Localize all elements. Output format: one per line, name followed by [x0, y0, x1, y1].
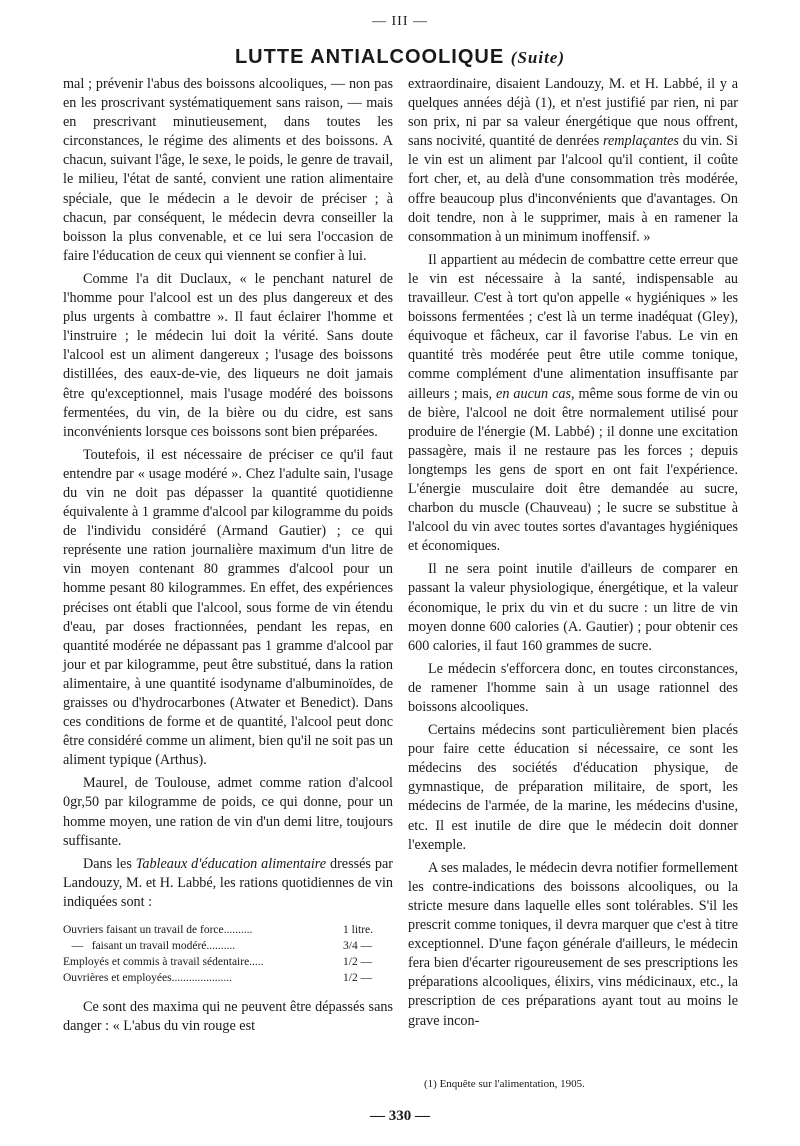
paragraph: mal ; prévenir l'abus des boissons alcooliques, — non pas en les proscrivant systématiquement sans raison, — mais en prescrivant minutieusement, dans toutes les circonstances, le régime des aliments et des boissons. A chacun, suivant l'âge, le sexe, le poids, le genre de travail, le milieu, l'état de santé, convient une ration alimentaire spéciale, que le médecin a le devoir de préciser ; à chacun, par conséquent, le médecin devra conseiller la boisson la plus convenable, et ce lui sera l'occasion de faire l'éducation de ceux qui viennent se confier à lui.	[63, 76, 393, 264]
ration-amount: 1/2 —	[343, 972, 373, 985]
paragraph: Le médecin s'efforcera donc, en toutes circonstances, de ramener l'homme sain à un usage rationnel des boissons alcooliques.	[408, 660, 738, 715]
ration-label: — faisant un travail modéré..........	[63, 940, 236, 953]
left-column	[63, 75, 393, 1040]
paragraph	[408, 251, 738, 557]
ration-row	[63, 938, 393, 954]
paragraph: Ce sont des maxima qui ne peuvent être dépassés sans danger : « L'abus du vin rouge est	[63, 999, 393, 1035]
ration-table	[63, 922, 393, 986]
ration-row	[63, 954, 393, 970]
paragraph: Il ne sera point inutile d'ailleurs de comparer en passant la valeur physiologique, énergétique, et la valeur économique, le prix du vin et du sucre : un litre de vin moyen donne 600 calories (A. Gautier) ; pour obtenir ces 600 calories, il faut 160 grammes de sucre.	[408, 561, 738, 654]
paragraph	[63, 855, 393, 912]
paragraph: A ses malades, le médecin devra notifier formellement les contre-indications des boissons alcooliques, ou la stricte mesure dans laquelle elles sont tolérables. S'il les prescrit comme toniques, il devra marquer que c'est à titre exceptionnel. D'une façon générale d'ailleurs, le médecin fera bien d'écarter rigoureusement de ses prescriptions les préparations alcooliques, élixirs, vins médicinaux, etc., la prescription de ces préparations ayant tout au moins le grave incon-	[408, 859, 738, 1029]
paragraph-text: du vin. Si le vin est un aliment par l'alcool qu'il contient, il coûte fort cher, et, au delà d'une consommation très modérée, offre beaucoup plus d'inconvénients que d'avantages. On doit tendre, non à le supprimer, mais à en ramener la consommation à un minimum inoffensif. »	[408, 133, 738, 245]
paragraph-text: , même sous forme de vin ou de bière, l'alcool ne doit être normalement utilisé pour produire de l'énergie (M. Labbé) ; il donne une excitation passagère, mais il ne restaure pas les forces ; depuis longtemps les gens de sport en ont fait l'expérience. L'énergie musculaire doit être demandée au sucre, charbon du muscle (Chauveau) ; le sucre se substitue à l'alcool du vin avec toutes sortes d'avantages hygiéniques et économiques.	[408, 385, 738, 555]
ration-row	[63, 970, 393, 986]
page-title-suite: (Suite)	[510, 48, 566, 67]
paragraph: Comme l'a dit Duclaux, « le penchant naturel de l'homme pour l'alcool est un des plus dangereux et des plus urgents à combattre ». Il faut éclairer l'homme et l'instruire ; le médecin lui doit la vérité. Sans doute l'alcool est un aliment dangereux ; l'usage des boissons distillées, des eaux-de-vie, des liqueurs ne doit jamais être qu'exceptionnel, mais l'usage modéré des boissons fermentées, du vin, de la bière ou du cidre, est sans inconvénients lorsque ces boissons sont bien préparées.	[63, 270, 393, 440]
paragraph-text: Dans les	[83, 855, 136, 872]
page-number: — 330 —	[370, 1108, 430, 1124]
ration-amount: 1 litre.	[343, 924, 374, 937]
paragraph	[408, 75, 738, 247]
paragraph-text: Il appartient au médecin de combattre cette erreur que le vin est nécessaire à la santé, indispensable au travailleur. C'est à tort qu'on appelle « hygiéniques » les boissons fermentées ; c'est là un terme inadéquat (Gley), équivoque et fâcheux, car il favorise l'abus. Le vin en quantité très modérée peut être utile comme tonique, comme complément d'une alimentation insuffisante par ailleurs ; mais,	[408, 251, 738, 402]
ration-label: Ouvriers faisant un travail de force..........	[63, 924, 253, 937]
ration-amount: 1/2 —	[343, 956, 373, 969]
top-folio: — III —	[372, 14, 428, 29]
footnote: (1) Enquête sur l'alimentation, 1905.	[424, 1078, 585, 1090]
ration-row	[63, 922, 393, 938]
page-title	[0, 46, 800, 69]
ration-amount: 3/4 —	[343, 940, 373, 953]
paragraph-text: extraordinaire, disaient Landouzy, M. et H. Labbé, il y a quelques années déjà (1), et n'est justifié par rien, ni par son prix, ni par sa valeur énergétique que nous offrent, sans nocivité, quantité de denrées	[408, 76, 738, 150]
paragraph: Maurel, de Toulouse, admet comme ration d'alcool 0gr,50 par kilogramme de poids, ce qui donne, pour un homme moyen, une ration de vin d'un demi litre, toujours suffisante.	[63, 775, 393, 849]
emphasis-text: remplaçantes	[603, 133, 679, 150]
emphasis-text: Tableaux d'éducation alimentaire	[135, 855, 327, 872]
ration-label: Employés et commis à travail sédentaire.....	[63, 956, 264, 969]
paragraph: Toutefois, il est nécessaire de préciser ce qu'il faut entendre par « usage modéré ». Chez l'adulte sain, l'usage du vin ne doit pas dépasser la quantité quotidienne équivalente à 1 gramme d'alcool par kilogramme du poids de l'individu considéré (Armand Gautier) ; ce qui représente une ration journalière maximum d'un litre de vin moyen contenant 80 grammes d'alcool pour un homme pesant 80 kilogrammes. En effet, des expériences précises ont établi que l'alcool, sous forme de vin étendu d'eau, par doses fractionnées, pendant les repas, en quantité modérée ne dépassant pas 1 gramme d'alcool par jour et par kilogramme, peut être substitué, dans la ration alimentaire, à une quantité isodyname d'albuminoïdes, de graisses ou d'hydrocarbones (Atwater et Benedict). Dans ces conditions de forme et de quantité, l'alcool peut donc être considéré comme un aliment, bien qu'il ne soit pas un aliment typique (Arthus).	[63, 446, 393, 769]
page-title-text: LUTTE ANTIALCOOLIQUE	[234, 46, 505, 68]
paragraph: Certains médecins sont particulièrement bien placés pour faire cette éducation si nécessaire, ce sont les médecins des sociétés d'éducation physique, de gymnastique, de préparation militaire, de sport, les médecins de l'armée, de la marine, les médecins d'usine, etc. Il est inutile de dire que le médecin doit donner l'exemple.	[408, 722, 738, 853]
paragraph-text: dressés par Landouzy, M. et H. Labbé, les rations quotidiennes de vin indiquées sont :	[63, 855, 393, 910]
right-column	[408, 75, 738, 1035]
ration-label: Ouvrières et employées.....................	[63, 972, 232, 985]
emphasis-text: en aucun cas	[496, 385, 571, 402]
